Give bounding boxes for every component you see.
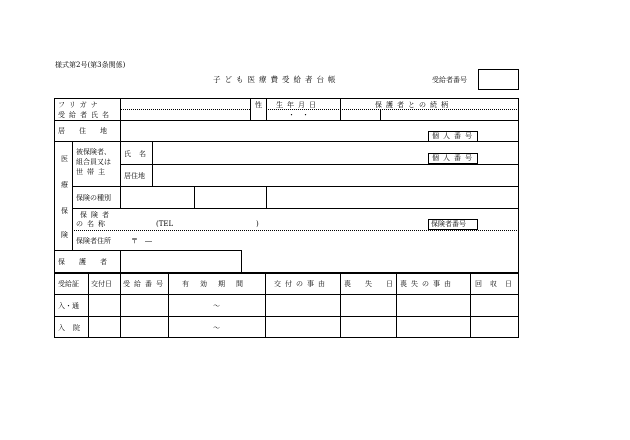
history-row-inpatient-tilde: ～ — [213, 324, 220, 332]
insurance-char-3: 保 — [61, 207, 68, 215]
history-header-collection-date: 回収日 — [475, 280, 520, 288]
history-header-certificate: 受給証 — [58, 280, 79, 288]
insured-label-2: 組合員又は — [76, 158, 111, 166]
insurance-char-4: 険 — [61, 231, 68, 239]
history-header-loss-date: 喪失日 — [344, 280, 407, 288]
guardian-relation-label: 保護者との続柄 — [375, 101, 452, 109]
form-number: 様式第2号(第3条関係) — [55, 61, 126, 69]
insured-label-1: 被保険者、 — [76, 148, 111, 156]
recipient-number-label: 受給者番号 — [432, 76, 467, 84]
insured-residence-label: 居住地 — [124, 172, 145, 180]
tel-label: (TEL — [156, 220, 174, 228]
recipient-number-field[interactable] — [478, 69, 519, 90]
history-header-issue-reason: 交付の事由 — [274, 280, 329, 288]
insurer-label-2: の名称 — [76, 220, 109, 228]
tel-close: ) — [256, 220, 259, 228]
insurance-char-1: 医 — [61, 155, 68, 163]
insurance-char-2: 療 — [61, 181, 68, 189]
insurer-address-label: 保険者住所 — [76, 237, 111, 245]
history-header-loss-reason: 喪失の事由 — [400, 280, 455, 288]
address-label: 居住地 — [58, 127, 121, 135]
insured-name-label: 氏名 — [124, 150, 154, 158]
page-title: 子ども医療費受給者台帳 — [213, 75, 340, 84]
history-header-recipient-number: 受給番号 — [123, 280, 167, 288]
gender-label: 性 — [255, 101, 262, 109]
history-row-outpatient-label: 入・通 — [58, 302, 79, 310]
insurance-type-label: 保険の種別 — [76, 194, 111, 202]
individual-number-label: 個人番号 — [432, 132, 476, 140]
history-row-inpatient-label: 入院 — [58, 324, 88, 332]
furigana-label: フリガナ — [58, 101, 102, 109]
guardian-label: 保護者 — [58, 258, 121, 266]
birthdate-label: 生年月日 — [276, 101, 320, 109]
insured-individual-number-label: 個人番号 — [432, 154, 476, 162]
insured-label-3: 世帯主 — [76, 168, 109, 176]
history-row-outpatient-tilde: ～ — [213, 302, 220, 310]
history-header-issue-date: 交付日 — [91, 280, 112, 288]
insurer-number-label: 保険者番号 — [431, 220, 466, 228]
postal-mark: 〒 ― — [131, 237, 152, 245]
birthdate-dots: ・ ・ — [288, 111, 309, 119]
insurer-label-1: 保険者 — [80, 211, 113, 219]
recipient-name-label: 受給者氏名 — [58, 111, 113, 119]
history-header-validity: 有効期間 — [182, 280, 254, 288]
